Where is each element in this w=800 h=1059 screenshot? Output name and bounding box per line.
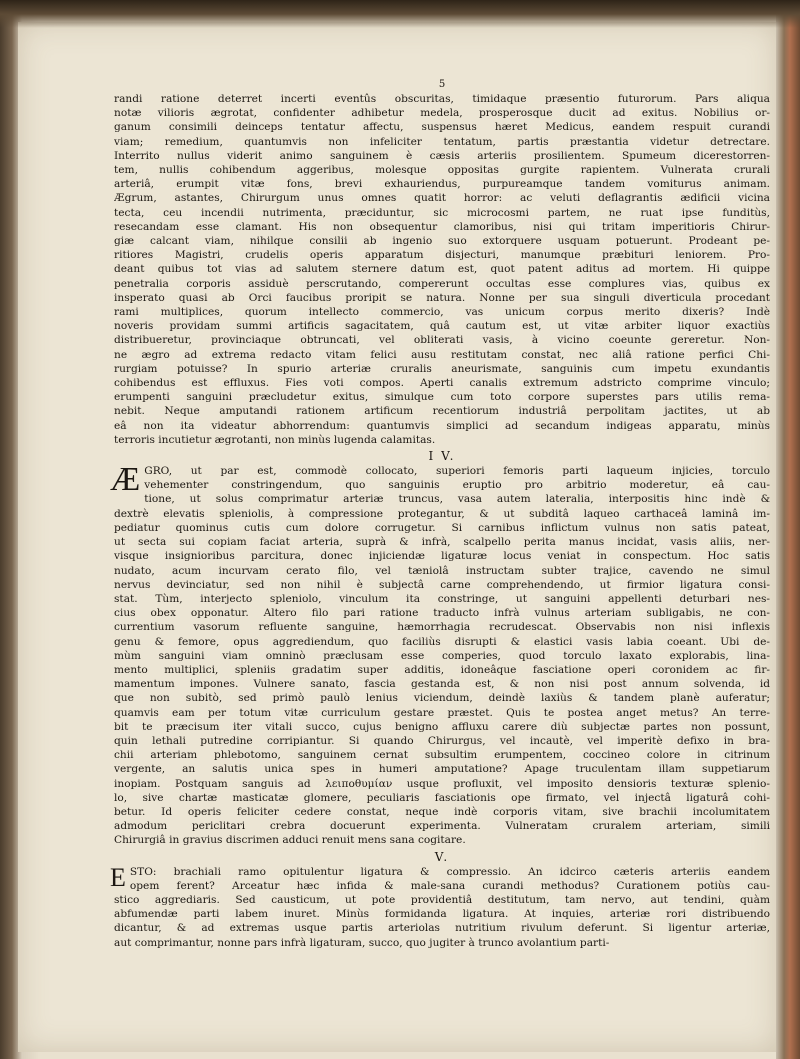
paragraph-2-line: Chirurgiâ in gravius discrimen adduci renuit mens sana cogitare. [114, 834, 466, 847]
paragraph-2-line: bit te præcisum iter vitali succo, cujus benigno affluxu carere diù subjectæ partes non possunt, [114, 720, 770, 733]
paragraph-2-line: admodum periclitari crebra docuerunt experimenta. Vulneratam cruralem arteriam, simili [114, 820, 770, 833]
top-shadow [0, 0, 800, 28]
paragraph-2-line: cius obex opponatur. Altero filo pari ratione traducto infrà vulnus arteriam subligabis, ne con- [114, 607, 770, 620]
paragraph-2-line: betur. Id operis feliciter cedere constat, neque indè corporis vitam, sive brachii incolumitatem [114, 805, 770, 818]
paragraph-1-line: erumpenti sanguini præcludetur exitus, simulque cum toto corpore superstes pars utilis rema- [114, 391, 770, 404]
paragraph-1-line: rami multiplices, quorum intellecto commercio, vas unicum corpus merito dixeris? Indè [114, 306, 770, 319]
paragraph-3-line: opem ferent? Arceatur hæc infida & male-sana curandi methodus? Curationem potiùs cau- [129, 879, 770, 892]
paragraph-2-line: mento multiplici, spleniis gradatim super additis, idoneâque fasciatione operi coronidem ac fir- [114, 663, 770, 676]
paragraph-2-line: stat. Tùm, interjecto spleniolo, vinculum ita constringe, ut sanguini appellenti deturbari nes- [114, 592, 770, 605]
paragraph-2-line: vehementer constringendum, quo sanguinis eruptio pro arbitrio moderetur, eâ cau- [144, 479, 770, 492]
paragraph-1-line: eâ non ita videatur abhorrendum: quantumvis simplici ad secandum indigeas apparatu, minùs [114, 419, 770, 432]
paragraph-3-line: dicantur, & ad extremas usque partis arteriolas nutritium rivulum deferunt. Si ligentur arteriæ, [114, 922, 770, 935]
paragraph-1-line: insperato quasi ab Orci faucibus proripit se natura. Nonne per sua singuli diverticula procedant [114, 291, 770, 304]
paragraph-1-line: ne ægro ad extrema redacto vitam felici ausu restitutam constat, nec aliâ ratione perfici Chi- [114, 348, 770, 361]
paragraph-1-line: giæ calcant viam, nihilque consilii ab ingenio suo extorquere usquam potuerunt. Prodeant pe- [114, 235, 770, 248]
paragraph-2-line: lo, sive chartæ masticatæ glomere, peculiaris fasciationis ope firmato, vel injectâ ligaturâ cohi- [114, 791, 770, 804]
paragraph-1-line: arteriâ, erumpit vitæ fons, brevi exhauriendus, purpureamque tandem vomiturus animam. [114, 178, 770, 191]
paragraph-2-line: chii arteriam phlebotomo, sanguinem cernat subsultim erumpentem, coccineo colore in citrinum [114, 749, 770, 762]
paragraph-3-line: stico aggrediaris. Sed causticum, ut pote providentiâ destitutum, tam nervo, aut tendini, quàm [114, 893, 770, 906]
paragraph-2-line: nudato, acum incurvam cerato filo, vel tæniolâ instructam subter trajice, cavendo ne simul [114, 564, 770, 577]
paragraph-2-line: mamentum impones. Vulnere sanato, fascia gestanda est, & non nisi post annum solvenda, id [114, 678, 770, 691]
paragraph-2-line: ut secta sui copiam faciat arteria, suprà & infrà, scalpello perita manus incidat, vasis aliis, ner- [114, 536, 770, 549]
paragraph-2-line: genu & femore, opus aggrediendum, quo faciliùs disrupti & elastici vasis labia coeant. Ubi de- [114, 635, 770, 648]
paragraph-1 [114, 92, 770, 447]
drop-cap-ae: Æ [110, 461, 141, 499]
paragraph-1-line: cohibendus est effluxus. Fies voti compos. Aperti canalis extremum adstricto comprime vinculo; [114, 377, 770, 390]
paragraph-2-line: tione, ut solus comprimatur arteriæ truncus, vasa autem lateralia, interpositis hinc indè & [144, 493, 770, 506]
paragraph-2-line: visque insignioribus parcitura, donec injiciendæ ligaturæ locus veniat in conspectum. Hoc satis [114, 550, 770, 563]
paragraph-2-line: mùm sanguini viam omninò præclusam esse comperies, quod torculo laxato explorabis, lina- [114, 649, 770, 662]
page-text-block [110, 79, 770, 950]
paragraph-1-line: Interrito nullus viderit animo sanguinem è cæsis arteriis prosilientem. Spumeum dicerestorren- [114, 149, 770, 162]
section-heading-v: V. [434, 849, 450, 864]
paragraph-1-line: penetralia corporis assiduè perscrutando, compererunt occultas esse complures vias, quibus ex [114, 277, 770, 290]
paragraph-1-line: tem, nullis cohibendum aggeribus, molesque oppositas gurgite rapientem. Vulnerata crurali [114, 164, 770, 177]
paragraph-1-line: ritiores Magistri, crudelis operis apparatum disjecturi, manumque præbituri leniorem. Pro- [114, 249, 770, 262]
paragraph-1-line: distribueretur, provinciaque obtruncati, vel obliterati vasis, à vicino coeunte gereretur. Non- [114, 334, 770, 347]
paragraph-2-line: quin lethali putredine corripiantur. Si quando Chirurgus, vel incautè, vel imperitè defixo in bra- [114, 734, 770, 747]
paragraph-2-line: inopiam. Postquam sanguis ad λειποθυμίαν usque profluxit, vel imposito densioris texturæ splenio- [114, 777, 770, 790]
paragraph-1-line: randi ratione deterret incerti eventûs obscuritas, timidaque præsentio futurorum. Pars aliqua [114, 93, 770, 105]
paragraph-2 [110, 461, 770, 847]
paragraph-1-line: notæ vilioris ægrotat, confidenter adhibetur medela, prosperosque ducit ad exitus. Nobilius or- [114, 107, 770, 120]
paragraph-2-line: que non subitò, sed primò paulò lenius viciendum, deindè laxiùs & tandem planè auferatur; [114, 692, 770, 705]
paragraph-1-line: tecta, ceu incendii nutrimenta, præciduntur, sic microcosmi partem, ne ruat ipse funditùs, [114, 206, 770, 219]
paragraph-3 [110, 862, 770, 950]
paragraph-2-line: nervus devinciatur, sed non nihil è subjectâ carne comprehendendo, ut firmior ligatura consi- [114, 578, 770, 591]
paragraph-1-line: viam; remedium, quantumvis non infeliciter tentatum, partis præstantia videtur detrectare. [114, 135, 770, 148]
paragraph-2-line: dextrè elevatis spleniolis, à compressione protegantur, & ut subditâ laqueo carthaceâ laminâ im- [114, 507, 770, 520]
page-right-edge [776, 0, 800, 1059]
paragraph-1-line: noveris providam summi artificis sagacitatem, quâ cautum est, ut vitæ arbiter liquor exactiùs [114, 320, 770, 333]
section-heading-iv: I V. [428, 449, 456, 464]
paragraph-2-line: pediatur quominus cutis cum dolore corrugetur. Si carnibus inflictum vulnus non satis pateat, [114, 521, 770, 534]
paragraph-2-line: quamvis eam per totum vitæ curriculum gestare præstet. Quis te postea anget metus? An terre- [114, 706, 770, 719]
paragraph-1-line: terroris incutietur ægrotanti, non minùs lugenda calamitas. [114, 433, 436, 446]
paragraph-1-line: rurgiam potuisse? In spurio arteriæ cruralis aneurismate, sanguinis cum impetu exundantis [114, 362, 770, 375]
paragraph-3-line: abfumendæ parti labem inuret. Minùs formidanda ligatura. At inquies, arteriæ rori distribuendo [114, 908, 770, 921]
paragraph-1-line: deant quibus tot vias ad salutem sternere datum est, quot patent aditus ad mortem. Hi quippe [114, 263, 770, 276]
paragraph-1-line: Ægrum, astantes, Chirurgum unus omnes quatit horror: ac veluti deflagrantis ædificii vicina [114, 192, 770, 205]
paragraph-2-line: GRO, ut par est, commodè collocato, superiori femoris parti laqueum injicies, torculo [144, 465, 770, 478]
page-number: 5 [438, 79, 446, 90]
paragraph-3-line: STO: brachiali ramo opitulentur ligatura & compressio. An idcirco cæteris arteriis eandem [129, 865, 770, 878]
paragraph-1-line: nebit. Neque amputandi rationem artificum recentiorum industriâ perpolitam jactites, ut ab [114, 405, 770, 418]
drop-cap-e: E [110, 862, 126, 892]
paragraph-2-line: currentium vasorum refluente sanguine, hæmorrhagia recrudescat. Observabis non nisi inflexis [114, 621, 770, 634]
paragraph-1-line: ganum consimili deinceps tentatur affectu, suspensus hæret Medicus, eandem respuit curandi [114, 121, 770, 134]
paragraph-3-line: aut comprimantur, nonne pars infrà ligaturam, succo, quo jugiter à trunco avolantium parti- [114, 936, 610, 949]
paragraph-1-line: resecandam esse clamant. His non obsequentur clamoribus, nisi qui tritam imperitioris Chirur- [114, 220, 770, 233]
paragraph-2-line: vergente, an salutis unica spes in humeri amputatione? Apage truculentam illam suppetiarum [114, 763, 770, 776]
